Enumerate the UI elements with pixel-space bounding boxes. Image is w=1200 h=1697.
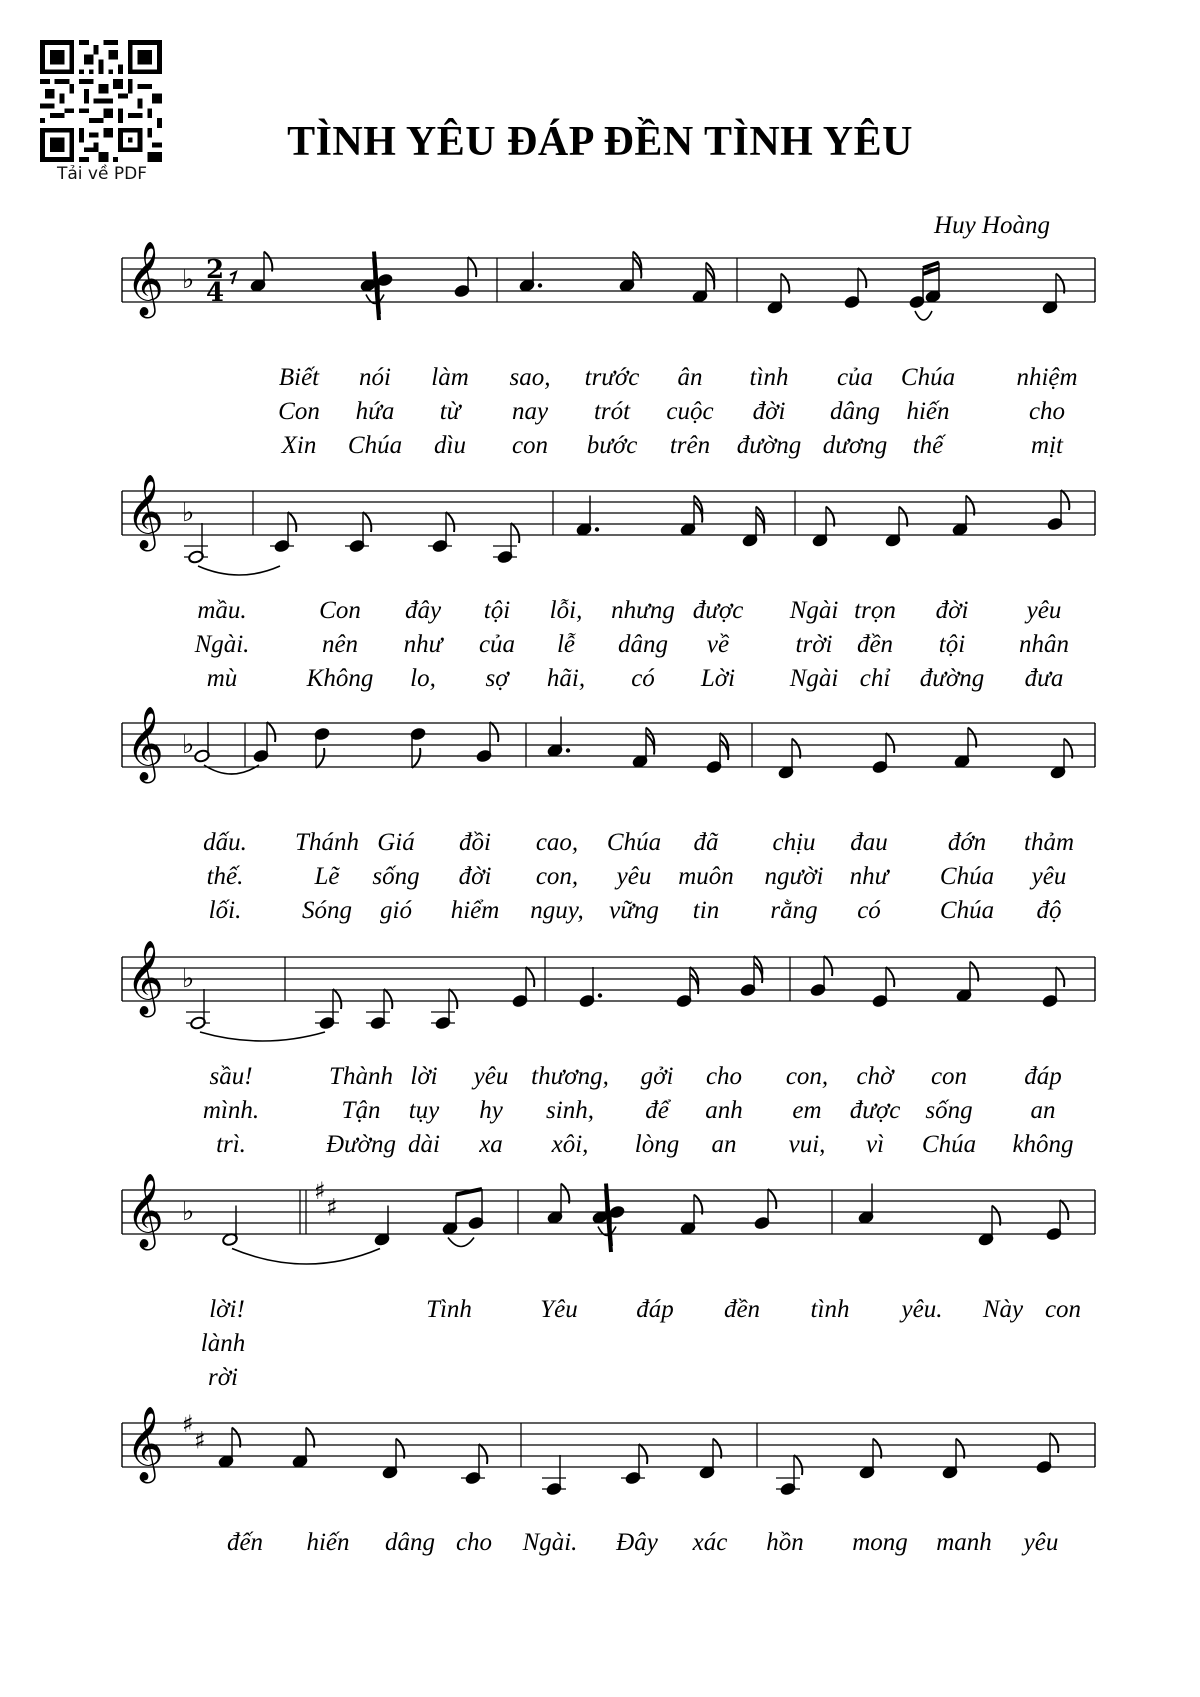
lyric-word: chờ (856, 1063, 894, 1090)
lyric-word: Tình (426, 1296, 472, 1323)
lyric-word: độ (1036, 897, 1062, 924)
tie (200, 1032, 325, 1041)
note-flag (288, 512, 296, 532)
lyric-word: có (857, 897, 881, 924)
lyric-word: đáp (1024, 1063, 1062, 1090)
lyric-word: đời (458, 863, 492, 890)
treble-clef: 𝄞 (126, 1407, 164, 1481)
lyric-word: anh (705, 1097, 743, 1124)
note-flag (446, 512, 454, 532)
lyric-word: con (511, 432, 549, 459)
key-signature-sharp: ♯ (182, 1410, 194, 1438)
key-signature-flat: ♭ (182, 498, 195, 528)
note-flag (449, 989, 457, 1009)
note-flag (267, 722, 275, 742)
note-flag (412, 748, 420, 768)
key-signature-sharp: ♯ (314, 1177, 326, 1205)
lyric-word: Chúa (939, 863, 995, 890)
note-beam (606, 1190, 611, 1253)
lyric-word: dâng (385, 1529, 435, 1556)
lyric-word: đã (693, 829, 719, 856)
lyric-word: xa (479, 1131, 503, 1158)
note-flag (363, 512, 371, 532)
lyric-word: trì. (216, 1131, 246, 1158)
lyric-word: đền (723, 1296, 761, 1323)
lyric-word: nhưng (611, 597, 675, 624)
lyric-word: đáp (636, 1296, 674, 1323)
lyric-word: sống (372, 863, 420, 890)
lyric-word: nhân (1019, 631, 1069, 658)
lyric-word: tin (692, 897, 720, 924)
note-flag (858, 268, 866, 288)
lyric-word: lành (200, 1330, 246, 1357)
lyric-word: gởi (640, 1063, 674, 1090)
lyric-word: em (792, 1097, 822, 1124)
tie (198, 566, 280, 575)
note-flag (490, 722, 498, 742)
lyric-word: đường (919, 665, 985, 692)
lyric-word: thế. (206, 863, 244, 890)
lyric-word: trọn (854, 597, 896, 624)
note-beam (923, 263, 939, 269)
note-flag (1060, 1200, 1068, 1220)
lyric-word: tội (938, 631, 966, 658)
lyric-word: lễ (556, 631, 576, 658)
lyric-word: Chúa (606, 829, 662, 856)
lyric-word: nguy, (530, 897, 584, 924)
lyric-word: hãi, (546, 665, 586, 692)
lyric-word: muôn (678, 863, 734, 890)
lyric-word: trót (593, 398, 631, 425)
lyric-word: lối. (208, 897, 242, 924)
lyric-word: từ (439, 398, 461, 425)
lyric-word: Chúa (939, 897, 995, 924)
lyric-word: hy (479, 1097, 503, 1124)
lyric-word: xác (692, 1529, 728, 1556)
key-signature-sharp: ♯ (326, 1193, 338, 1222)
note-flag (639, 1444, 647, 1464)
lyric-word: đến (226, 1529, 264, 1556)
lyric-word: Con (319, 597, 361, 624)
key-signature-flat: ♭ (182, 730, 195, 760)
lyric-word: Chúa (900, 364, 956, 391)
lyric-word: sợ (485, 665, 509, 692)
lyric-word: sao, (509, 364, 551, 391)
lyric-word: đường (736, 432, 802, 459)
lyric-word: không (1012, 1131, 1074, 1158)
note-flag (511, 523, 519, 543)
lyric-word: Lời (700, 665, 736, 692)
dot (595, 527, 599, 531)
lyric-word: nhiệm (1016, 364, 1078, 391)
lyric-word: yêu (1031, 863, 1067, 890)
lyric-word: trời (795, 631, 833, 658)
lyric-word: Đường (325, 1131, 397, 1158)
lyric-word: cuộc (666, 398, 714, 425)
time-signature-top: 2 (206, 255, 225, 285)
lyric-word: người (764, 863, 824, 890)
composer-name: Huy Hoàng (934, 212, 1050, 239)
note-flag (1061, 490, 1069, 510)
lyric-word: hiểm (450, 897, 500, 924)
lyric-word: chịu (772, 829, 816, 856)
lyric-word: yêu. (901, 1296, 943, 1323)
lyric-word: mù (206, 665, 238, 692)
lyric-word: mầu. (197, 597, 247, 624)
lyric-word: được (692, 597, 744, 624)
lyric-word: cho (455, 1529, 493, 1556)
note-flag (468, 257, 476, 277)
lyric-word: an (711, 1131, 737, 1158)
dot (598, 993, 602, 997)
lyric-word: tình (810, 1296, 850, 1323)
lyric-word: thế (912, 432, 944, 459)
note-flag (886, 733, 894, 753)
lyric-word: dâng (618, 631, 668, 658)
lyric-word: rời (207, 1364, 239, 1391)
lyric-word: dương (822, 432, 888, 459)
lyric-word: Chúa (347, 432, 403, 459)
note-flag (384, 989, 392, 1009)
lyric-word: nên (321, 631, 359, 658)
lyric-word: bước (586, 432, 638, 459)
lyric-word: tình (749, 364, 789, 391)
lyric-word: Lẽ (314, 863, 340, 890)
lyric-word: ân (677, 364, 703, 391)
note-flag (824, 956, 832, 976)
note-flag (333, 989, 341, 1009)
treble-clef: 𝄞 (126, 242, 164, 316)
lyric-word: vì (865, 1131, 885, 1158)
lyric-word: chỉ (859, 665, 891, 692)
lyric-word: đau (850, 829, 888, 856)
lyric-word: Ngài. (522, 1529, 578, 1556)
treble-clef: 𝄞 (126, 1174, 164, 1248)
lyric-word: con, (785, 1063, 829, 1090)
key-signature-flat: ♭ (182, 265, 195, 295)
key-signature-flat: ♭ (182, 964, 195, 994)
lyric-word: được (849, 1097, 901, 1124)
lyric-word: cao, (535, 829, 579, 856)
lyric-word: đền (856, 631, 894, 658)
treble-clef: 𝄞 (126, 475, 164, 549)
lyric-word: dài (408, 1131, 440, 1158)
lyric-word: trước (584, 364, 640, 391)
key-signature-flat: ♭ (182, 1197, 195, 1227)
lyric-word: như (403, 631, 443, 658)
lyric-word: Con (278, 398, 320, 425)
lyric-word: nói (359, 364, 391, 391)
lyric-word: manh (936, 1529, 992, 1556)
lyric-word: sinh, (546, 1097, 594, 1124)
lyric-word: dấu. (203, 829, 247, 856)
tie (232, 1249, 380, 1265)
lyric-word: có (631, 665, 655, 692)
note-flag (794, 1455, 802, 1475)
lyric-word: đồi (459, 829, 491, 856)
lyric-word: sống (925, 1097, 973, 1124)
lyric-word: đời (752, 398, 786, 425)
lyric-word: đời (935, 597, 969, 624)
song-title: TÌNH YÊU ĐÁP ĐỀN TÌNH YÊU (287, 119, 913, 165)
lyric-word: thương, (531, 1063, 609, 1090)
lyric-word: trên (669, 432, 711, 459)
lyric-word: lo, (410, 665, 436, 692)
lyric-word: rằng (770, 897, 818, 924)
lyric-word: hồn (766, 1529, 804, 1556)
lyric-word: Ngài. (194, 631, 250, 658)
lyric-word: Ngài (789, 665, 839, 692)
lyric-word: yêu (473, 1063, 509, 1090)
note-flag (1050, 1433, 1058, 1453)
lyric-word: Xin (281, 432, 317, 459)
lyric-word: nay (511, 398, 549, 425)
lyric-word: tụy (408, 1097, 440, 1124)
lyric-word: con (1044, 1296, 1082, 1323)
lyric-word: đớn (947, 829, 987, 856)
lyric-word: thảm (1024, 829, 1074, 856)
tie (204, 765, 259, 774)
lyric-word: mình. (202, 1097, 260, 1124)
lyric-word: Không (306, 665, 374, 692)
lyric-word: dâng (830, 398, 880, 425)
note-flag (479, 1444, 487, 1464)
lyric-word: làm (431, 364, 469, 391)
treble-clef: 𝄞 (126, 707, 164, 781)
lyric-word: Tận (341, 1097, 381, 1124)
lyric-word: mịt (1031, 432, 1063, 459)
note-flag (886, 967, 894, 987)
lyric-word: cho (705, 1063, 743, 1090)
lyric-word: lời (410, 1063, 438, 1090)
lyric-word: tội (483, 597, 511, 624)
lyric-word: yêu (1026, 597, 1062, 624)
lyric-word: Biết (278, 364, 320, 391)
lyric-word: Sóng (302, 897, 352, 924)
lyric-word: dìu (434, 432, 466, 459)
lyric-word: Đây (616, 1529, 658, 1556)
lyric-word: Thánh (295, 829, 359, 856)
note-flag (1056, 967, 1064, 987)
download-pdf-link[interactable]: Tải về PDF (57, 164, 147, 184)
lyric-word: gió (380, 897, 412, 924)
lyric-word: Ngài (789, 597, 839, 624)
lyric-word: như (849, 863, 889, 890)
lyric-word: hiến (906, 398, 950, 425)
time-signature-bottom: 4 (206, 278, 225, 308)
lyric-word: Giá (377, 829, 415, 856)
note-flag (768, 1189, 776, 1209)
lyric-word: đây (404, 597, 442, 624)
lyric-word: của (478, 631, 516, 658)
lyric-word: về (706, 631, 730, 658)
lyric-word: vui, (788, 1131, 826, 1158)
dot (538, 283, 542, 287)
lyric-word: đưa (1024, 665, 1064, 692)
lyric-word: yêu (1023, 1529, 1059, 1556)
eighth-rest (230, 272, 236, 284)
lyric-word: Này (982, 1296, 1024, 1323)
tie (915, 311, 932, 320)
lyric-word: Yêu (540, 1296, 578, 1323)
note-flag (316, 748, 324, 768)
lyric-word: yêu (616, 863, 652, 890)
lyric-word: hiến (306, 1529, 350, 1556)
lyric-word: vững (609, 897, 659, 924)
treble-clef: 𝄞 (126, 941, 164, 1015)
lyric-word: mong (852, 1529, 908, 1556)
key-signature-sharp: ♯ (194, 1426, 206, 1455)
lyric-word: hứa (355, 398, 395, 425)
note-beam (374, 258, 379, 321)
lyric-word: của (836, 364, 874, 391)
lyric-word: lỗi, (549, 597, 583, 624)
lyric-word: cho (1028, 398, 1066, 425)
lyric-word: lời! (209, 1296, 245, 1323)
note-flag (526, 967, 534, 987)
lyric-word: lòng (634, 1131, 680, 1158)
lyric-word: xôi, (551, 1131, 589, 1158)
tie (448, 1238, 474, 1247)
lyric-word: con (930, 1063, 968, 1090)
dot (566, 748, 570, 752)
lyric-word: Chúa (921, 1131, 977, 1158)
lyric-word: an (1030, 1097, 1056, 1124)
lyric-word: sầu! (209, 1063, 253, 1090)
lyric-word: Thành (329, 1063, 393, 1090)
lyric-word: để (645, 1097, 669, 1124)
lyric-word: con, (535, 863, 579, 890)
